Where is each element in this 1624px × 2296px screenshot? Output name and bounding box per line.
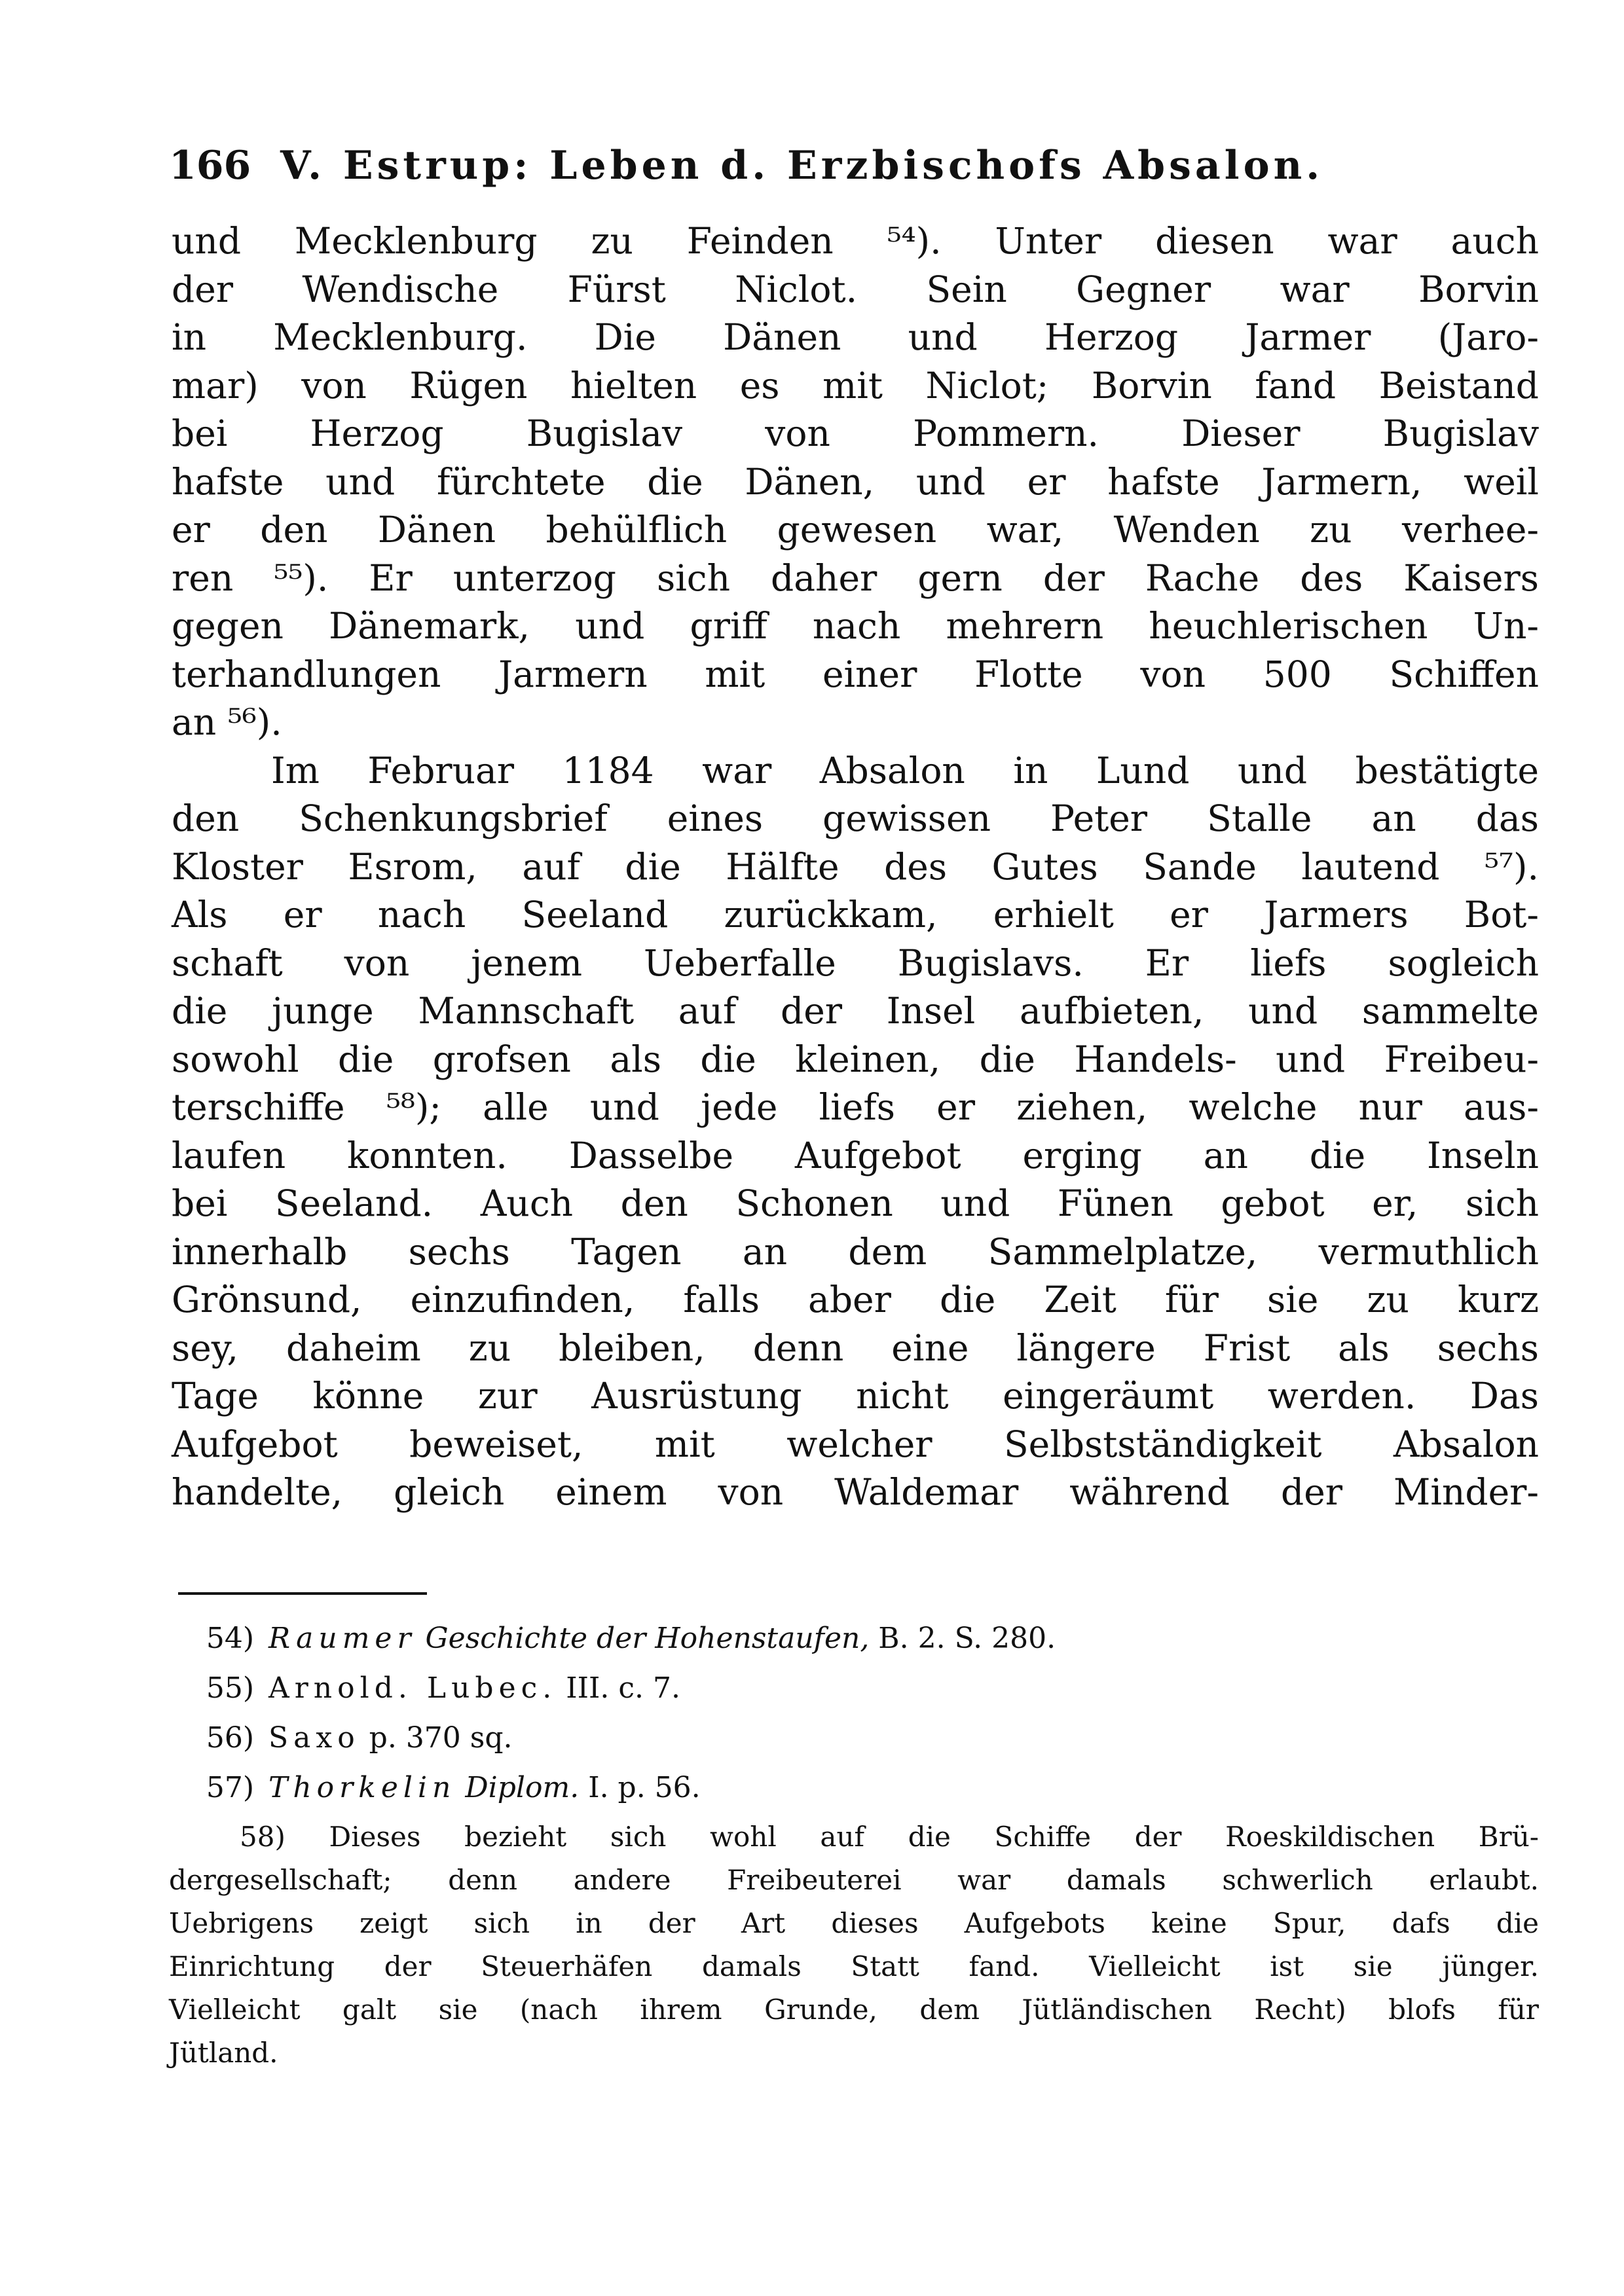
text-line: in Mecklenburg. Die Dänen und Herzog Jarmer (Jaro- [172, 316, 1539, 358]
text-line: die junge Mannschaft auf der Insel aufbieten, und sammelte [172, 990, 1539, 1032]
footnote-work: Geschichte der Hohenstaufen, [425, 1622, 870, 1655]
footnote-reference: B. 2. S. 280. [869, 1622, 1056, 1655]
running-title: V. Estrup: Leben d. Erzbischofs Absalon. [280, 143, 1324, 189]
footnote-number: 55) [206, 1671, 254, 1705]
text-line: innerhalb sechs Tagen an dem Sammelplatze, vermuthlich [172, 1230, 1539, 1273]
footnote-54 [169, 1614, 1539, 1664]
footnote-number: 57) [206, 1771, 254, 1804]
footnotes [169, 1614, 1539, 2075]
text-line: Kloster Esrom, auf die Hälfte des Gutes Sande lautend ⁵⁷). [172, 845, 1539, 888]
footnote-line: Jütland. [169, 2037, 278, 2069]
footnote-author: Arnold. Lubec. [268, 1671, 557, 1705]
text-line: ren ⁵⁵). Er unterzog sich daher gern der Rache des Kaisers [172, 556, 1539, 599]
text-line: laufen konnten. Dasselbe Aufgebot erging an die Inseln [172, 1134, 1539, 1176]
footnote-line: Einrichtung der Steuerhäfen damals Statt fand. Vielleicht ist sie jünger. [169, 1950, 1539, 1982]
text-line: und Mecklenburg zu Feinden ⁵⁴). Unter diesen war auch [172, 220, 1539, 262]
text-line: sowohl die grofsen als die kleinen, die Handels- und Freibeu- [172, 1038, 1539, 1080]
text-line: terhandlungen Jarmern mit einer Flotte von 500 Schiffen [172, 653, 1539, 695]
text-line: hafste und fürchtete die Dänen, und er hafste Jarmern, weil [172, 460, 1539, 503]
footnote-number: 58) [240, 1821, 286, 1853]
footnote-work: Diplom. [465, 1771, 580, 1804]
text-line: bei Seeland. Auch den Schonen und Fünen gebot er, sich [172, 1182, 1539, 1224]
text-line: Als er nach Seeland zurückkam, erhielt er Jarmers Bot- [172, 894, 1539, 936]
text-line: Grönsund, einzufinden, falls aber die Zeit für sie zu kurz [172, 1279, 1539, 1321]
footnote-number: 54) [206, 1622, 254, 1655]
text-line: der Wendische Fürst Niclot. Sein Gegner war Borvin [172, 268, 1539, 310]
footnote-number: 56) [206, 1721, 254, 1755]
footnote-line [169, 1815, 1539, 1859]
footnote-text: Dieses bezieht sich wohl auf die Schiffe der Roeskildischen Brü- [329, 1821, 1539, 1853]
text-line: mar) von Rügen hielten es mit Niclot; Borvin fand Beistand [172, 364, 1539, 407]
text-line: Aufgebot beweiset, mit welcher Selbstständigkeit Absalon [172, 1423, 1539, 1465]
text-line: terschiffe ⁵⁸); alle und jede liefs er ziehen, welche nur aus- [172, 1086, 1539, 1128]
text-line: sey, daheim zu bleiben, denn eine längere Frist als sechs [172, 1326, 1539, 1369]
footnote-line: Uebrigens zeigt sich in der Art dieses Aufgebots keine Spur, dafs die [169, 1907, 1539, 1939]
text-line: gegen Dänemark, und griff nach mehrern heuchlerischen Un- [172, 605, 1539, 647]
text-line: den Schenkungsbrief eines gewissen Peter Stalle an das [172, 797, 1539, 839]
page-number: 166 [169, 143, 251, 189]
footnote-author: Thorkelin [268, 1771, 456, 1804]
text-line: bei Herzog Bugislav von Pommern. Dieser Bugislav [172, 412, 1539, 454]
text-line: an ⁵⁶). [172, 701, 282, 743]
footnote-author: Raumer [268, 1622, 416, 1655]
text-line: handelte, gleich einem von Waldemar während der Minder- [172, 1471, 1539, 1513]
footnote-58 [169, 1815, 1539, 2075]
footnote-line: Vielleicht galt sie (nach ihrem Grunde, dem Jütländischen Recht) blofs für [169, 1994, 1539, 2026]
footnote-rule [178, 1592, 427, 1595]
footnote-reference: I. p. 56. [579, 1771, 701, 1804]
page-header [169, 143, 1539, 202]
footnote-reference: p. 370 sq. [360, 1721, 513, 1755]
text-line: Im Februar 1184 war Absalon in Lund und bestätigte [271, 749, 1539, 792]
text-line: schaft von jenem Ueberfalle Bugislavs. Er liefs sogleich [172, 941, 1539, 984]
text-line: er den Dänen behülflich gewesen war, Wenden zu verhee- [172, 509, 1539, 551]
main-text [172, 217, 1539, 1517]
footnote-57 [169, 1763, 1539, 1813]
footnote-56 [169, 1713, 1539, 1763]
footnote-reference: III. c. 7. [557, 1671, 680, 1705]
footnote-55 [169, 1664, 1539, 1713]
text-line: Tage könne zur Ausrüstung nicht eingeräumt werden. Das [172, 1375, 1539, 1417]
footnote-author: Saxo [268, 1721, 360, 1755]
footnote-line: dergesellschaft; denn andere Freibeuterei war damals schwerlich erlaubt. [169, 1864, 1539, 1896]
